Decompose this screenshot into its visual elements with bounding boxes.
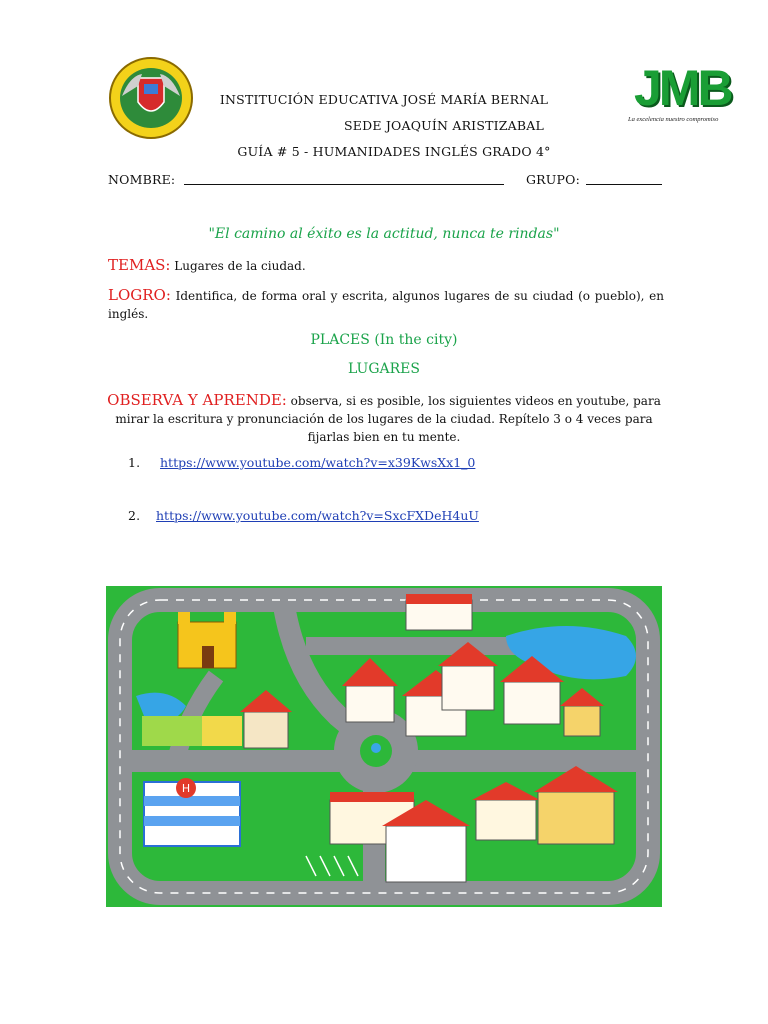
jmb-logo-letters: JMB: [634, 60, 731, 116]
header-institution: INSTITUCIÓN EDUCATIVA JOSÉ MARÍA BERNAL: [219, 92, 549, 107]
jmb-logo-tagline: La excelencia nuestro compromiso: [628, 116, 719, 123]
logro-text: Identifica, de forma oral y escrita, algunos lugares de su ciudad (o pueblo), en inglés.: [108, 289, 664, 321]
grupo-field[interactable]: [586, 184, 662, 185]
nombre-label: NOMBRE:: [108, 172, 176, 187]
observa-text: observa, si es posible, los siguientes videos en youtube, para mirar la escritura y pronunciación de los lugares de la ciudad. Repítelo 3 o 4 veces para fijarlas bien en tu mente.: [115, 394, 661, 444]
observa-paragraph: [104, 391, 664, 446]
temas-paragraph: [108, 256, 668, 275]
motivational-quote: "El camino al éxito es la actitud, nunca te rindas": [208, 226, 560, 242]
link-number-2: 2.: [128, 508, 141, 523]
places-title: PLACES (In the city): [310, 332, 458, 348]
lugares-title: LUGARES: [348, 361, 420, 377]
temas-label: TEMAS:: [108, 256, 171, 274]
grupo-label: GRUPO:: [526, 172, 581, 187]
logro-paragraph: [108, 286, 664, 323]
header-sede: SEDE JOAQUÍN ARISTIZABAL: [344, 118, 544, 133]
youtube-link-1[interactable]: https://www.youtube.com/watch?v=x39KwsXx1_0: [160, 455, 476, 470]
temas-text: Lugares de la ciudad.: [170, 259, 306, 273]
city-map-illustration: [106, 586, 662, 907]
svg-text:H: H: [181, 782, 191, 795]
link-number-1: 1.: [128, 455, 141, 470]
youtube-link-2[interactable]: https://www.youtube.com/watch?v=SxcFXDeH4uU: [156, 508, 479, 523]
logro-label: LOGRO:: [108, 286, 171, 304]
observa-label: OBSERVA Y APRENDE:: [107, 391, 287, 409]
header-guia: GUÍA # 5 - HUMANIDADES INGLÉS GRADO 4°: [237, 144, 551, 159]
nombre-field[interactable]: [184, 184, 504, 185]
